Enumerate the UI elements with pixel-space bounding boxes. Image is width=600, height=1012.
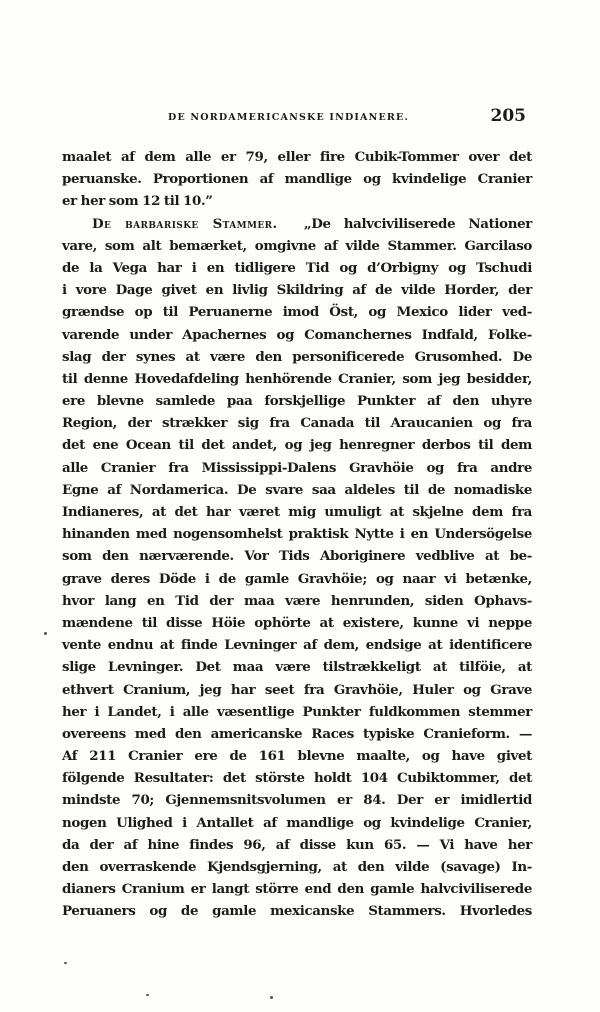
text-line: Indianeres, at det har været mig umuligt at skjelne dem fra xyxy=(62,504,532,520)
text-line: Af 211 Cranier ere de 161 blevne maalte, og have givet xyxy=(62,748,532,765)
text-line: hvor lang en Tid der maa være henrunden, siden Ophavs- xyxy=(62,592,532,609)
text-line: hinanden med nogensomhelst praktisk Nytte i en Undersögelse xyxy=(62,526,532,543)
text-line: de la Vega har i en tidligere Tid og d’Orbigny og Tschudi xyxy=(62,259,532,276)
paper-speck xyxy=(44,632,47,635)
text-line: Region, der strækker sig fra Canada til Araucanien og fra xyxy=(62,415,532,432)
text-line: alle Cranier fra Mississippi-Dalens Gravhöie og fra andre xyxy=(62,459,532,476)
text-line: til denne Hovedafdeling henhörende Cranier, som jeg besidder, xyxy=(62,370,532,387)
text-line: vente endnu at finde Levninger af dem, endsige at identificere xyxy=(62,637,532,654)
text-line: slige Levninger. Det maa være tilstrækkeligt at tilföie, at xyxy=(62,659,532,676)
text-line: mændene til disse Höie ophörte at existere, kunne vi neppe xyxy=(62,614,532,631)
text-line: Peruaners og de gamle mexicanske Stammers. Hvorledes xyxy=(62,903,532,920)
text-line: den overraskende Kjendsgjerning, at den vilde (savage) In- xyxy=(62,859,532,875)
section-line xyxy=(62,213,532,235)
text-line: maalet af dem alle er 79, eller fire Cubik-Tommer over det xyxy=(62,149,532,165)
text-line: mindste 70; Gjennemsnitsvolumen er 84. Der er imidlertid xyxy=(62,792,532,809)
running-head: DE NORDAMERICANSKE INDIANERE. xyxy=(168,112,409,123)
text-line: vare, som alt bemærket, omgivne af vilde Stammer. Garcilaso xyxy=(62,237,532,254)
text-line: her i Landet, i alle væsentlige Punkter fuldkommen stemmer xyxy=(62,703,532,720)
text-line: da der af hine findes 96, af disse kun 65. — Vi have her xyxy=(62,836,532,853)
text-line: overeens med den americanske Races typiske Cranieform. — xyxy=(62,725,532,742)
text-line: i vore Dage givet en livlig Skildring af de vilde Horder, der xyxy=(62,282,532,299)
paper-speck xyxy=(64,962,67,964)
text-line: nogen Ulighed i Antallet af mandlige og kvindelige Cranier, xyxy=(62,814,532,831)
text-line: som den nærværende. Vor Tids Aboriginere vedblive at be- xyxy=(62,548,532,565)
text-line: fölgende Resultater: det störste holdt 104 Cubiktommer, det xyxy=(62,770,532,787)
text-line: Egne af Nordamerica. De svare saa aldeles til de nomadiske xyxy=(62,481,532,498)
text-line: peruanske. Proportionen af mandlige og kvindelige Cranier xyxy=(62,171,532,188)
text-line: ere blevne samlede paa forskjellige Punkter af den uhyre xyxy=(62,393,532,410)
text-line: ethvert Cranium, jeg har seet fra Gravhöie, Huler og Grave xyxy=(62,681,532,698)
text-line: dianers Cranium er langt större end den gamle halvciviliserede xyxy=(62,881,532,898)
text-line: er her som 12 til 10.” xyxy=(62,193,213,210)
text-line-segment: „De halvciviliserede Nationer xyxy=(303,215,533,232)
text-line: slag der synes at være den personificerede Grusomhed. De xyxy=(62,348,532,365)
section-heading: De barbariske Stammer. xyxy=(92,215,278,232)
paper-speck xyxy=(146,994,149,996)
text-line: grændse op til Peruanerne imod Öst, og Mexico lider ved- xyxy=(62,304,532,321)
text-line: grave deres Döde i de gamle Gravhöie; og naar vi betænke, xyxy=(62,570,532,587)
page-number: 205 xyxy=(490,106,526,126)
paper-speck xyxy=(270,996,273,999)
body-text xyxy=(62,146,532,923)
text-line: det ene Ocean til det andet, og jeg henregner derbos til dem xyxy=(62,437,532,454)
text-line: varende under Apachernes og Comanchernes Indfald, Folke- xyxy=(62,326,532,343)
page-header xyxy=(62,106,532,130)
